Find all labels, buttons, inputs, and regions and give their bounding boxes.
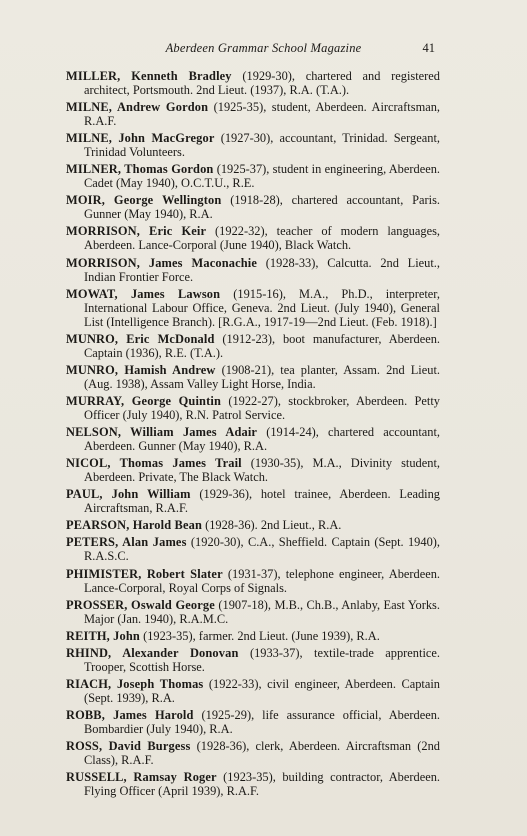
entry-details: (1927-30), accountant, Trinidad. Sergeant, Trinidad Volunteers. [84, 131, 440, 160]
entry-name: MOWAT, James Lawson [66, 286, 221, 301]
entry-name: RHIND, Alexander Donovan [66, 645, 239, 660]
entry-name: MUNRO, Eric McDonald [66, 331, 215, 346]
entry-details: (1925-37), student in engineering, Aberdeen. Cadet (May 1940), O.C.T.U., R.E. [84, 162, 440, 191]
entry-name: ROSS, David Burgess [66, 739, 191, 754]
entry-details: (1922-33), civil engineer, Aberdeen. Captain (Sept. 1939), R.A. [84, 676, 440, 705]
entry-name: RUSSELL, Ramsay Roger [66, 770, 217, 785]
entry-details: (1922-27), stockbroker, Aberdeen. Petty Officer (July 1940), R.N. Patrol Service. [84, 393, 440, 422]
entry-details: (1925-35), student, Aberdeen. Aircraftsman, R.A.F. [84, 100, 440, 129]
entry-details: (1925-29), life assurance official, Aberdeen. Bombardier (July 1940), R.A. [84, 707, 440, 736]
entry-details: (1928-33), Calcutta. 2nd Lieut., Indian Frontier Force. [84, 255, 440, 284]
list-item [66, 332, 440, 360]
entry-details: (1914-24), chartered accountant, Aberdeen. Gunner (May 1940), R.A. [84, 425, 440, 454]
entry-details: (1907-18), M.B., Ch.B., Anlaby, East Yorks. Major (Jan. 1940), R.A.M.C. [84, 597, 440, 626]
entry-details: (1915-16), M.A., Ph.D., interpreter, International Labour Office, Geneva. 2nd Lieut. (July 1940), General List (Intelligence Branch). [R.G.A., 1917-19—2nd Lieut. (Feb. 1918).] [84, 286, 440, 329]
entry-name: NELSON, William James Adair [66, 425, 258, 440]
entry-details: (1929-30), chartered and registered architect, Portsmouth. 2nd Lieut. (1937), R.A. (T.A.). [84, 69, 440, 97]
list-item [66, 567, 440, 595]
entry-details: (1920-30), C.A., Sheffield. Captain (Sept. 1940), R.A.S.C. [84, 535, 440, 564]
entry-name: PHIMISTER, Robert Slater [66, 566, 223, 581]
entry-name: MURRAY, George Quintin [66, 393, 222, 408]
list-item [66, 646, 440, 674]
entry-details: (1922-32), teacher of modern languages, Aberdeen. Lance-Corporal (June 1940), Black Watch. [84, 224, 440, 253]
list-item [66, 708, 440, 736]
entry-name: PAUL, John William [66, 487, 191, 502]
entry-name: MILNE, John MacGregor [66, 131, 215, 146]
entry-name: MILLER, Kenneth Bradley [66, 69, 232, 83]
list-item [66, 598, 440, 626]
list-item [66, 456, 440, 484]
entry-details: (1923-35), building contractor, Aberdeen. Flying Officer (April 1939), R.A.F. [84, 770, 440, 799]
list-item [66, 487, 440, 515]
entry-details: (1918-28), chartered accountant, Paris. Gunner (May 1940), R.A. [84, 193, 441, 222]
entry-name: PETERS, Alan James [66, 535, 187, 550]
entry-name: MORRISON, Eric Keir [66, 224, 207, 239]
list-item [66, 518, 440, 532]
entry-name: PEARSON, Harold Bean [66, 518, 202, 533]
list-item [66, 69, 440, 97]
entry-name: MUNRO, Hamish Andrew [66, 362, 216, 377]
entry-name: MOIR, George Wellington [66, 193, 222, 208]
list-item [66, 770, 440, 798]
list-item [66, 739, 440, 767]
entry-details: (1912-23), boot manufacturer, Aberdeen. Captain (1936), R.E. (T.A.). [84, 331, 440, 360]
list-item [66, 394, 440, 422]
roll-of-service-list [66, 69, 440, 801]
entry-details: (1928-36), clerk, Aberdeen. Aircraftsman (2nd Class), R.A.F. [84, 739, 440, 768]
list-item [66, 100, 440, 128]
entry-details: (1908-21), tea planter, Assam. 2nd Lieut. (Aug. 1938), Assam Valley Light Horse, India. [84, 362, 440, 391]
list-item [66, 131, 440, 159]
list-item [66, 677, 440, 705]
list-item [66, 425, 440, 453]
entry-details: (1929-36), hotel trainee, Aberdeen. Leading Aircraftsman, R.A.F. [84, 487, 440, 516]
entry-details: (1931-37), telephone engineer, Aberdeen. Lance-Corporal, Royal Corps of Signals. [84, 566, 441, 595]
entry-name: RIACH, Joseph Thomas [66, 676, 204, 691]
entry-name: NICOL, Thomas James Trail [66, 456, 242, 471]
list-item [66, 535, 440, 563]
page-number: 41 [422, 41, 435, 55]
list-item [66, 224, 440, 252]
entry-name: REITH, John [66, 628, 140, 643]
list-item [66, 363, 440, 391]
entry-details: (1933-37), textile-trade apprentice. Trooper, Scottish Horse. [84, 645, 440, 674]
entry-details: (1930-35), M.A., Divinity student, Aberdeen. Private, The Black Watch. [84, 456, 440, 485]
entry-name: MILNE, Andrew Gordon [66, 100, 209, 115]
entry-details: (1928-36). 2nd Lieut., R.A. [202, 518, 342, 533]
list-item [66, 629, 440, 643]
list-item [66, 256, 440, 284]
entry-name: MILNER, Thomas Gordon [66, 162, 214, 177]
entry-details: (1923-35), farmer. 2nd Lieut. (June 1939), R.A. [139, 628, 380, 643]
list-item [66, 287, 440, 329]
list-item [66, 162, 440, 190]
entry-name: PROSSER, Oswald George [66, 597, 215, 612]
page-header [0, 41, 527, 59]
list-item [66, 193, 440, 221]
entry-name: MORRISON, James Maconachie [66, 255, 258, 270]
entry-name: ROBB, James Harold [66, 707, 194, 722]
running-title: Aberdeen Grammar School Magazine [165, 41, 362, 55]
